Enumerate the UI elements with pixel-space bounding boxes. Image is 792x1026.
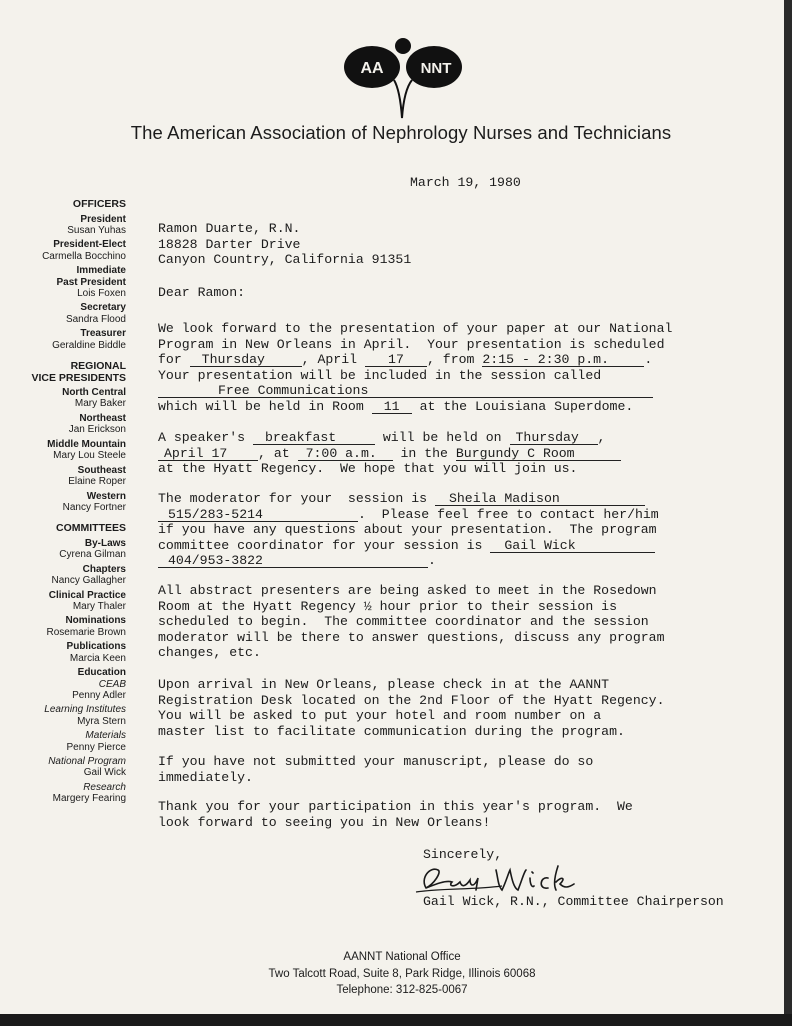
body-line: changes, etc. [158,645,261,661]
paragraph-moderator [158,491,659,569]
region-title: Western [86,490,126,502]
education-title: Materials [85,730,126,742]
committee-title: Nominations [65,615,126,627]
body-line: A speaker's breakfast will be held on Thursday , [158,430,606,445]
body-line: immediately. [158,769,253,785]
signer-name: Gail Wick, R.N., Committee Chairperson [423,894,724,909]
logo-left-text: AA [360,60,384,77]
committee-name: Rosemarie Brown [46,626,126,638]
body-line: 404/953-3822 . [158,553,659,569]
body-line: The moderator for your session is Sheila Madison [158,491,659,507]
scan-edge [0,1014,792,1026]
region-name: Mary Baker [74,398,126,410]
education-title: National Program [48,756,126,768]
region-title: Northeast [79,413,126,425]
logo-right-text: NNT [420,60,452,77]
body-line: look forward to seeing you in New Orleans! [158,814,491,830]
officer-name: Sandra Flood [65,313,126,325]
education-name: Margery Fearing [52,793,126,805]
committee-title: By-Laws [84,537,126,549]
presentation-time: 2:15 - 2:30 p.m. [482,353,644,367]
body-line: Program in New Orleans in April. Your presentation is scheduled [158,336,665,352]
officer-title: Secretary [80,302,126,314]
education-title: CEAB [98,678,126,690]
organization-name: The American Association of Nephrology Nurses and Technicians [130,122,672,143]
address-line: Canyon Country, California 91351 [158,252,412,268]
body-line: at the Hyatt Regency. We hope that you will join us. [158,461,578,477]
letter-date: March 19, 1980 [410,175,521,190]
breakfast-date: April 17 [158,447,258,461]
closing: Sincerely, [423,847,503,862]
body-line: master list to facilitate communication during the program. [158,723,625,739]
officer-sidebar [10,198,126,805]
body-line: Thank you for your participation in this year's program. We [158,799,633,814]
region-name: Mary Lou Steele [53,450,126,462]
moderator-name: Sheila Madison [435,492,645,506]
handwritten-signature [412,860,582,896]
body-line: scheduled to begin. The committee coordinator and the session [158,614,649,630]
breakfast-day: Thursday [510,431,598,445]
paragraph-meeting [158,583,664,661]
committee-name: Cyrena Gilman [59,548,126,560]
aannt-logo-icon [338,34,466,120]
regional-heading: REGIONAL [70,359,126,372]
committees-heading: COMMITTEES [56,522,126,535]
body-line: which will be held in Room 11 at the Louisiana Superdome. [158,398,634,414]
paragraph-registration [158,677,664,739]
breakfast-time: 7:00 a.m. [298,447,393,461]
footer-line: Telephone: 312-825-0067 [336,984,468,996]
office-footer [0,949,792,999]
body-line: Room at the Hyatt Regency ½ hour prior to their session is [158,598,617,614]
footer-line: AANNT National Office [343,951,461,963]
education-title: Learning Institutes [44,704,126,716]
committee-title: Clinical Practice [48,589,126,601]
officer-title: Past President [56,276,126,288]
committee-name: Mary Thaler [72,600,126,612]
officers-heading: OFFICERS [72,198,126,210]
education-name: Penny Adler [72,689,126,701]
body-line: 515/283-5214 . Please feel free to contact her/him [158,507,659,523]
coordinator-phone: 404/953-3822 [158,554,428,568]
officer-title: Treasurer [80,328,126,340]
scan-edge [784,0,792,1026]
body-line [158,383,672,399]
body-line: for Thursday , April 17 , from 2:15 - 2:30 p.m. . [158,352,653,368]
region-title: Southeast [77,464,126,476]
region-title: Middle Mountain [47,439,126,451]
body-line: moderator will be there to answer questions, discuss any program [158,629,665,645]
officer-name: Susan Yuhas [67,224,126,236]
body-line: committee coordinator for your session is Gail Wick [158,538,659,554]
speaker-meal: breakfast [253,431,375,445]
body-line: If you have not submitted your manuscript, please do so [158,754,594,769]
body-line: All abstract presenters are being asked to meet in the Rosedown [158,583,657,598]
committee-title: Publications [66,641,126,653]
committee-name: Marcia Keen [69,652,126,664]
session-name: Free Communications [158,384,653,398]
paragraph-manuscript [158,754,593,785]
officer-title: Immediate [76,265,126,277]
address-line: Ramon Duarte, R.N. [158,221,301,236]
salutation: Dear Ramon: [158,285,246,300]
region-name: Jan Erickson [68,424,126,436]
body-line: if you have any questions about your presentation. The program [158,522,657,538]
paragraph-breakfast [158,430,621,477]
footer-line: Two Talcott Road, Suite 8, Park Ridge, Illinois 60068 [268,967,536,980]
education-name: Myra Stern [77,715,126,727]
room-number: 11 [372,400,412,414]
body-line: April 17 , at 7:00 a.m. in the Burgundy C Room [158,446,621,462]
officer-title: President [80,213,126,225]
officer-name: Geraldine Biddle [52,339,126,351]
coordinator-name: Gail Wick [490,539,655,553]
committee-name: Nancy Gallagher [51,574,126,586]
address-line: 18828 Darter Drive [158,236,301,252]
moderator-phone: 515/283-5214 [158,508,358,522]
presentation-date: 17 [365,353,427,367]
region-name: Nancy Fortner [62,502,126,514]
paragraph-schedule [158,321,672,415]
body-line: We look forward to the presentation of your paper at our National [158,321,673,336]
body-line: Registration Desk located on the 2nd Floor of the Hyatt Regency. [158,692,665,708]
region-title: North Central [62,387,126,399]
body-line: You will be asked to put your hotel and room number on a [158,708,602,724]
region-name: Elaine Roper [68,476,126,488]
paragraph-thanks [158,799,633,830]
officer-name: Carmella Bocchino [42,250,126,262]
education-heading: Education [77,667,126,679]
education-name: Penny Pierce [66,741,126,753]
officer-title: President-Elect [53,239,126,251]
recipient-address [158,221,411,268]
regional-heading: VICE PRESIDENTS [31,371,126,384]
body-line: Upon arrival in New Orleans, please check in at the AANNT [158,677,610,692]
education-title: Research [83,782,126,794]
committee-title: Chapters [82,563,126,575]
education-name: Gail Wick [83,767,126,779]
presentation-day: Thursday [190,353,302,367]
officer-name: Lois Foxen [77,287,126,299]
body-line: Your presentation will be included in the session called [158,367,602,383]
breakfast-room: Burgundy C Room [456,447,621,461]
